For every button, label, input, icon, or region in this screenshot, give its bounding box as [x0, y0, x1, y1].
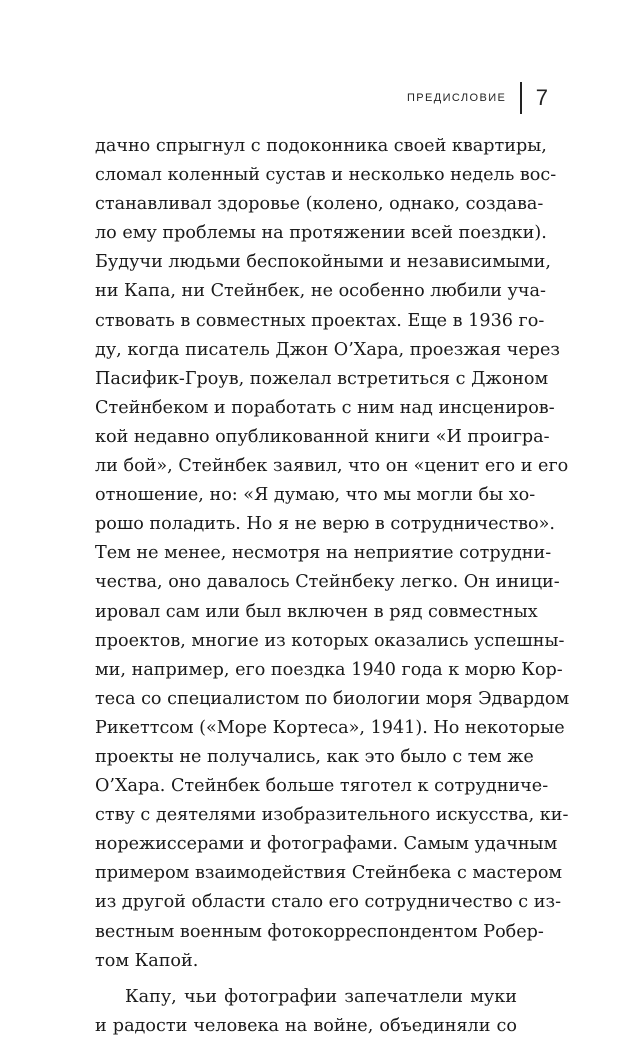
text-line: отношение, но: «Я думаю, что мы могли бы хо- [95, 485, 536, 506]
text-line: том Капой. [95, 950, 199, 971]
text-line: сломал коленный сустав и несколько недель вос- [95, 165, 557, 186]
page-number: 7 [535, 85, 548, 110]
paragraph-2 [95, 983, 517, 1041]
text-line: теса со специалистом по биологии моря Эдвардом [95, 688, 570, 709]
text-line: ировал сам или был включен в ряд совместных [95, 601, 538, 622]
text-line: ству с деятелями изобразительного искусства, ки- [95, 805, 569, 826]
text-line: чества, оно давалось Стейнбеку легко. Он иници- [95, 572, 560, 593]
text-line: примером взаимодействия Стейнбека с мастером [95, 863, 563, 884]
text-line: Будучи людьми беспокойными и независимыми, [95, 252, 551, 273]
text-line: норежиссерами и фотографами. Самым удачным [95, 834, 558, 855]
text-line: ло ему проблемы на протяжении всей поездки). [95, 223, 547, 244]
text-line: Рикеттсом («Море Кортеса», 1941). Но некоторые [95, 717, 565, 738]
paragraph-1 [95, 132, 570, 976]
text-line: вестным военным фотокорреспондентом Робер- [95, 921, 544, 942]
text-line: проекты не получались, как это было с тем же [95, 746, 534, 767]
running-head [407, 80, 548, 116]
body-text [95, 132, 570, 1041]
text-line: О’Хара. Стейнбек больше тяготел к сотрудниче- [95, 776, 549, 797]
text-line: из другой области стало его сотрудничество с из- [95, 892, 562, 913]
text-line: ни Капа, ни Стейнбек, не особенно любили уча- [95, 281, 546, 302]
paragraph-spacer [95, 976, 517, 983]
section-title: ПРЕДИСЛОВИЕ [406, 92, 507, 104]
text-line: кой недавно опубликованной книги «И проигра- [95, 426, 550, 447]
text-line: ствовать в совместных проектах. Еще в 1936 го- [95, 310, 545, 331]
text-line: дачно спрыгнул с подоконника своей квартиры, [95, 136, 547, 156]
text-line: рошо поладить. Но я не верю в сотрудничество». [95, 514, 555, 535]
text-line: Пасифик-Гроув, пожелал встретиться с Джоном [95, 368, 549, 389]
text-line: ми, например, его поездка 1940 года к морю Кор- [95, 659, 563, 680]
text-line: проектов, многие из которых оказались успешны- [95, 630, 565, 651]
text-line: и радости человека на войне, объединяли со [95, 1015, 517, 1036]
text-line: Капу, чьи фотографии запечатлели муки [125, 986, 517, 1007]
text-line: Стейнбеком и поработать с ним над инсцениров- [95, 397, 555, 418]
text-line: станавливал здоровье (колено, однако, создава- [95, 194, 544, 215]
text-line: ли бой», Стейнбек заявил, что он «ценит его и его [95, 456, 569, 477]
text-line: Тем не менее, несмотря на неприятие сотрудни- [95, 543, 552, 564]
text-line: ду, когда писатель Джон О’Хара, проезжая через [95, 339, 561, 360]
